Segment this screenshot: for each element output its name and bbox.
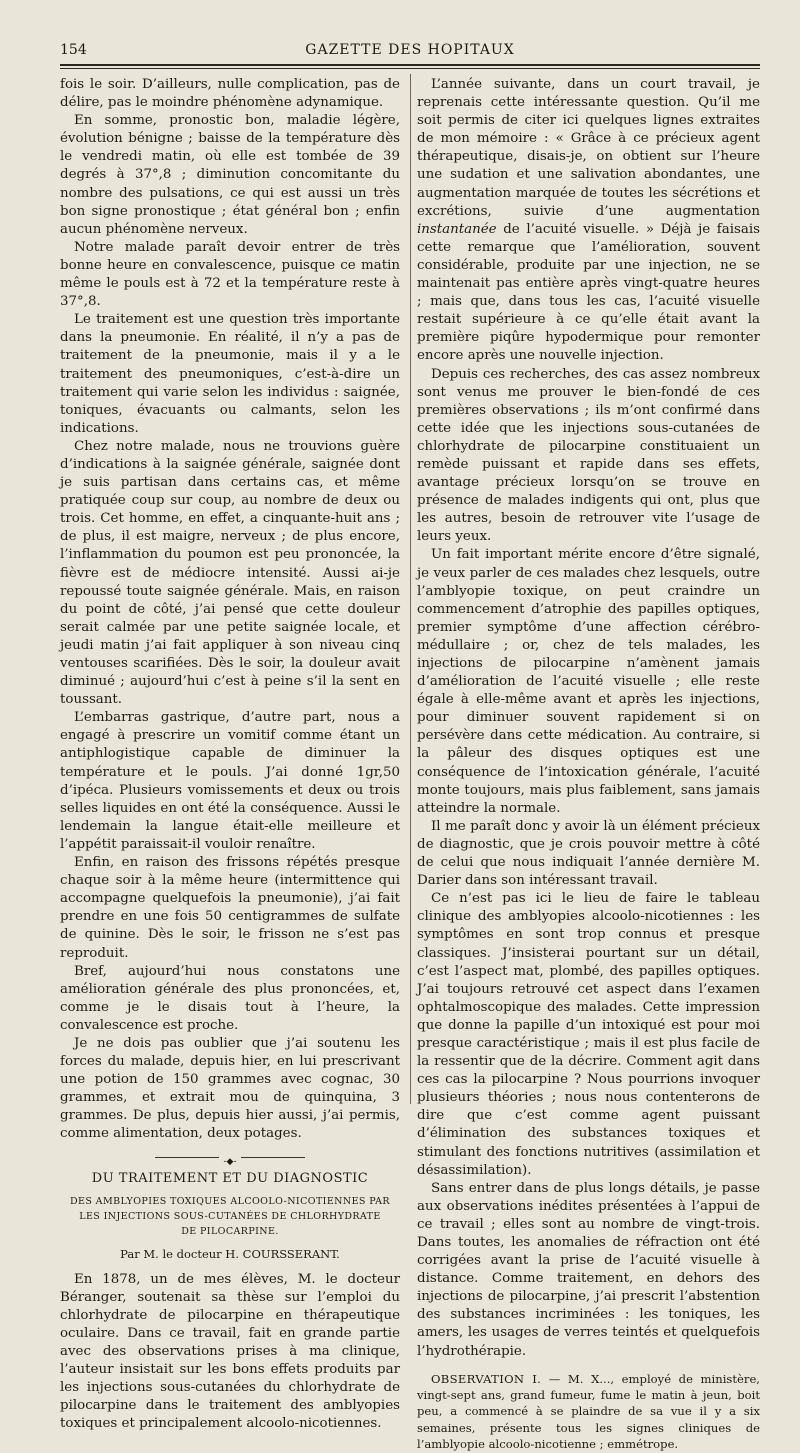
observation-text: — M. X..., employé de ministère, vingt-sept ans, grand fumeur, fume le matin à jeun, boit peu, a commencé à se plaindre de sa vue il y a six semaines, présente tous les signes cliniques de l’amblyopie alcoolo-nicotienne ; emmétrope. [417, 1371, 760, 1452]
paragraph: Sans entrer dans de plus longs détails, je passe aux observations inédites présentées à l’appui de ce travail ; elles sont au nombre de vingt-trois. Dans toutes, les anomalies de réfraction ont été corrigées avant la prise de l’acuité visuelle à distance. Comme traitement, en dehors des injections de pilocarpine, j’ai prescrit l’abstention des substances incriminées : les toniques, les amers, les usages de verres teintés et quelquefois l’hydrothérapie. [417, 1180, 760, 1359]
paragraph: Un fait important mérite encore d’être signalé, je veux parler de ces malades chez lesquels, outre l’amblyopie toxique, on peut craindre un commencement d’atrophie des papilles optiques, premier symptôme d’une affection cérébro-médullaire ; or, chez de tels malades, les injections de pilocarpine n’amènent jamais d’amélioration de l’acuité visuelle ; elle reste égale à elle-même avant et après les injections, pour diminuer souvent rapidement si on persévère dans cette médication. Au contraire, si la pâleur des disques optiques est une conséquence de l’intoxication générale, l’acuité monte toujours, mais plus faiblement, sans jamais atteindre la normale. [417, 547, 760, 816]
paragraph: Depuis ces recherches, des cas assez nombreux sont venus me prouver le bien-fondé de ces premières observations ; ils m’ont confirmé dans cette idée que les injections sous-cutanées de chlorhydrate de pilocarpine constituaient un remède puissant et rapide dans ses effets, avantage précieux lorsqu’on se trouve en présence de malades indigents qui ont, plus que les autres, besoin de retrouver vite l’usage de leurs yeux. [417, 366, 760, 545]
paragraph: Chez notre malade, nous ne trouvions guère d’indications à la saignée générale, saignée dont je suis partisan dans certains cas, et même pratiquée coup sur coup, au nombre de deux ou trois. Cet homme, en effet, a cinquante-huit ans ; de plus, il est maigre, nerveux ; de plus encore, l’inflammation du poumon est peu prononcée, la fièvre est de médiocre intensité. Aussi ai-je repoussé toute saignée générale. Mais, en raison du point de côté, j’ai pensé que cette douleur serait calmée par une petite saignée locale, et jeudi matin j’ai fait appliquer à son niveau cinq ventouses scarifiées. Dès le soir, la douleur avait diminué ; aujourd’hui c’est à peine s’il la sent en toussant. [60, 438, 400, 708]
text-run: de l’acuité visuelle. » Déjà je faisais cette remarque que l’amélioration, souvent considérable, produite par une injection, ne se maintenait pas entière après vingt-quatre heures ; mais que, dans tous les cas, l’acuité visuelle restait supérieure à ce qu’elle était avant la première piqûre hypodermique pour remonter encore après une nouvelle injection. [417, 221, 760, 364]
paragraph: L’embarras gastrique, d’autre part, nous a engagé à prescrire un vomitif comme étant un antiphlogistique capable de diminuer la température et le pouls. J’ai donné 1gr,50 d’ipéca. Plusieurs vomissements et deux ou trois selles liquides en ont été la conséquence. Aussi le lendemain la langue était-elle meilleure et l’appétit paraissait-il vouloir renaître. [60, 710, 400, 852]
emphasis: instantanée [417, 221, 497, 237]
article-title: DU TRAITEMENT ET DU DIAGNOSTIC [91, 1170, 369, 1186]
page-number: 154 [60, 42, 87, 58]
right-column [417, 76, 760, 1453]
paragraph: Je ne dois pas oublier que j’ai soutenu les forces du malade, depuis hier, en lui prescrivant une potion de 150 grammes avec cognac, 30 grammes, et extrait mou de quinquina, 3 grammes. De plus, depuis hier aussi, j’ai permis, comme alimentation, deux potages. [60, 1035, 400, 1142]
paragraph: Il me paraît donc y avoir là un élément précieux de diagnostic, que je crois pouvoir mettre à côté de celui que nous indiquait l’année dernière M. Darier dans son intéressant travail. [417, 818, 760, 889]
separator-ornament: -◆- [219, 1157, 240, 1167]
paragraph: Le traitement est une question très importante dans la pneumonie. En réalité, il n’y a pas de traitement de la pneumonie, mais il y a le traitement des pneumoniques, c’est-à-dire un traitement qui varie selon les individus : saignée, toniques, évacuants ou calmants, selon les indications. [60, 312, 400, 436]
paragraph [417, 76, 760, 366]
paragraph: En 1878, un de mes élèves, M. le docteur Béranger, soutenait sa thèse sur l’emploi du chlorhydrate de pilocarpine en thérapeutique oculaire. Dans ce travail, fait en grande partie avec des observations prises à ma clinique, l’auteur insistait sur les bons effets produits par les injections sous-cutanées du chlorhydrate de pilocarpine dans le traitement des amblyopies toxiques et principalement alcoolo-nicotiennes. [60, 1271, 400, 1432]
observation-paragraph [417, 1371, 760, 1453]
paragraph: Bref, aujourd’hui nous constatons une amélioration générale des plus prononcées, et, comme je le disais tout à l’heure, la convalescence est proche. [60, 963, 400, 1033]
section-separator [60, 1152, 400, 1167]
observation-label: OBSERVATION I. [431, 1371, 542, 1386]
header-rule [60, 64, 760, 69]
left-column [60, 76, 400, 1434]
paragraph: fois le soir. D’ailleurs, nulle complication, pas de délire, pas le moindre phénomène adynamique. [60, 77, 400, 111]
paragraph: Notre malade paraît devoir entrer de très bonne heure en convalescence, puisque ce matin même le pouls est à 72 et la température reste à 37°,8. [60, 239, 400, 310]
column-divider [410, 74, 411, 1104]
article-subtitle: DES AMBLYOPIES TOXIQUES ALCOOLO-NICOTIENNES PAR LES INJECTIONS SOUS-CUTANÉES DE CHLORHYDRATE DE PILOCARPINE. [70, 1195, 390, 1237]
text-run: L’année suivante, dans un court travail, je reprenais cette intéressante question. Qu’il me soit permis de citer ici quelques lignes extraites de mon mémoire : « Grâce à ce précieux agent thérapeutique, disais-je, on obtient sur l’heure une sudation et une salivation abondantes, une augmentation marquée de toutes les sécrétions et excrétions, suivie d’une augmentation [417, 77, 760, 219]
article-author: Par M. le docteur H. COURSSERANT. [120, 1246, 340, 1261]
paragraph: En somme, pronostic bon, maladie légère, évolution bénigne ; baisse de la température dès le vendredi matin, où elle est tombée de 39 degrés à 37°,8 ; diminution concomitante du nombre des pulsations, ce qui est aussi un très bon signe pronostique ; état général bon ; enfin aucun phénomène nerveux. [60, 113, 400, 237]
paragraph: Enfin, en raison des frissons répétés presque chaque soir à la même heure (intermittence qui accompagne quelquefois la pneumonie), j’ai fait prendre en une fois 50 centigrammes de sulfate de quinine. Dès le soir, le frisson ne s’est pas reproduit. [60, 855, 400, 961]
page-header [60, 40, 760, 62]
paragraph: Ce n’est pas ici le lieu de faire le tableau clinique des amblyopies alcoolo-nicotiennes : les symptômes en sont trop connus et presque classiques. J’insisterai pourtant sur un détail, c’est l’aspect mat, plombé, des papilles optiques. J’ai toujours retrouvé cet aspect dans l’examen ophtalmoscopique des malades. Cette impression que donne la papille d’un intoxiqué est pour moi presque caractéristique ; mais il est plus facile de la ressentir que de la décrire. Comment agit dans ces cas la pilocarpine ? Nous pourrions invoquer plusieurs théories ; nous nous contenterons de dire que c’est comme agent puissant d’élimination des substances toxiques et stimulant des fonctions nutritives (assimilation et désassimilation). [417, 891, 760, 1178]
journal-title: GAZETTE DES HOPITAUX [305, 42, 515, 58]
